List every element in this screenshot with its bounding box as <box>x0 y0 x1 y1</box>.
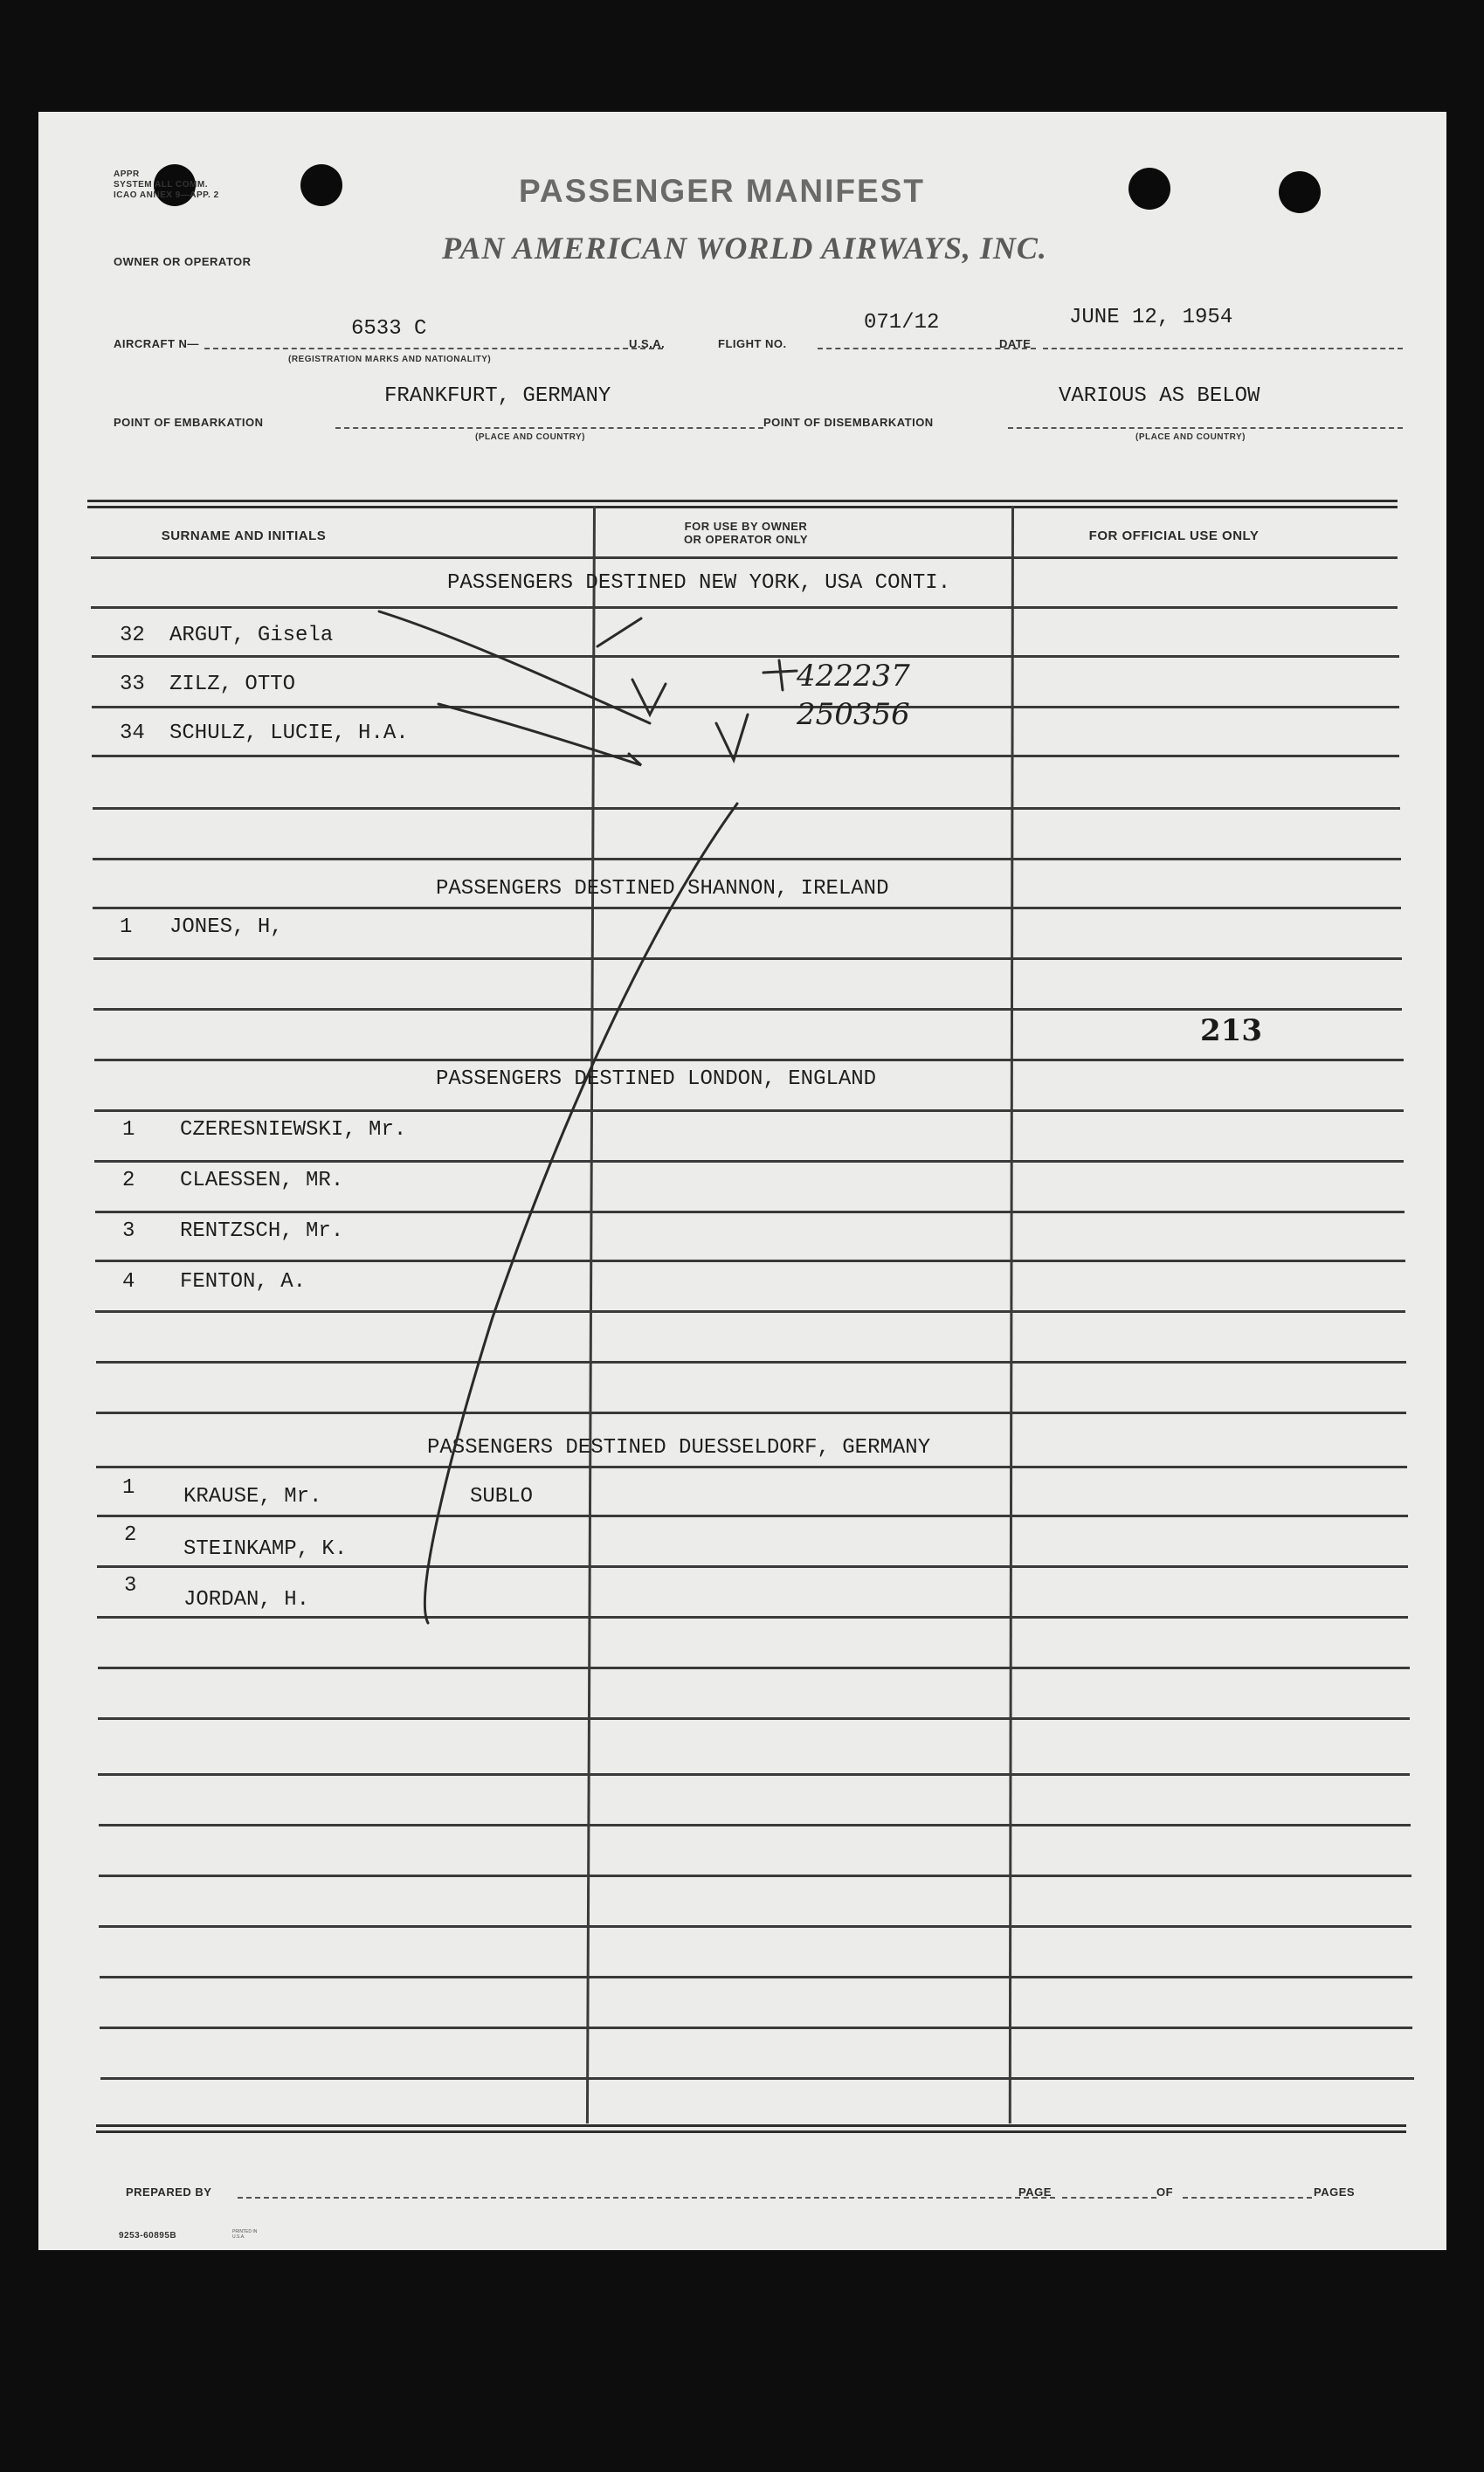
aircraft-label: AIRCRAFT N— <box>114 337 199 350</box>
check-stroke <box>379 611 650 723</box>
passenger-number: 4 <box>122 1270 135 1294</box>
passenger-name: SCHULZ, LUCIE, H.A. <box>169 722 409 745</box>
usa-label: U.S.A. <box>629 337 666 350</box>
passenger-name: KRAUSE, Mr. <box>183 1485 322 1509</box>
page-label: PAGE <box>1018 2185 1052 2199</box>
tick-mark <box>716 715 748 760</box>
column-header-official: FOR OFFICIAL USE ONLY <box>1088 528 1260 543</box>
passenger-number: 2 <box>124 1523 137 1547</box>
passenger-name: CZERESNIEWSKI, Mr. <box>180 1118 407 1142</box>
flight-label: FLIGHT NO. <box>718 337 787 350</box>
passenger-number: 3 <box>124 1574 137 1598</box>
prepared-by-label: PREPARED BY <box>126 2185 212 2199</box>
passenger-number: 34 <box>120 722 145 745</box>
check-stroke <box>438 704 641 765</box>
disembarkation-value: VARIOUS AS BELOW <box>1059 384 1260 408</box>
check-stroke <box>597 618 641 646</box>
form-title: PASSENGER MANIFEST <box>519 173 925 209</box>
date-label: DATE <box>999 337 1032 350</box>
handwritten-number-2: 250356 <box>797 697 910 732</box>
passenger-name: ZILZ, OTTO <box>169 673 296 696</box>
flight-value: 071/12 <box>864 311 940 335</box>
passenger-name: JORDAN, H. <box>183 1588 310 1612</box>
passenger-name: ARGUT, Gisela <box>169 624 334 647</box>
embarkation-label: POINT OF EMBARKATION <box>114 416 264 429</box>
section-heading: PASSENGERS DESTINED DUESSELDORF, GERMANY <box>427 1436 931 1460</box>
long-pen-stroke <box>424 804 737 1623</box>
of-label: OF <box>1156 2185 1174 2199</box>
passenger-number: 1 <box>122 1118 135 1142</box>
column-header-surname: SURNAME AND INITIALS <box>161 528 327 543</box>
approval-line-1: APPR <box>114 169 140 179</box>
printer-stamp: PRINTED IN U.S.A. <box>232 2229 258 2240</box>
passenger-name: STEINKAMP, K. <box>183 1537 348 1561</box>
passenger-number: 2 <box>122 1169 135 1192</box>
section-heading: PASSENGERS DESTINED LONDON, ENGLAND <box>436 1067 877 1091</box>
disembarkation-label: POINT OF DISEMBARKATION <box>763 416 934 429</box>
page-line <box>1062 2197 1156 2199</box>
handwritten-check-marks <box>38 112 1446 2250</box>
manifest-sheet <box>38 112 1446 2250</box>
approval-line-3: ICAO ANNEX 9—APP. 2 <box>114 190 219 200</box>
column-header-owner-1: FOR USE BY OWNER <box>684 520 808 533</box>
official-note: 213 <box>1200 1013 1262 1048</box>
cross-mark <box>763 660 797 690</box>
passenger-number: 1 <box>120 915 133 939</box>
passenger-number: 32 <box>120 624 145 647</box>
embarkation-value: FRANKFURT, GERMANY <box>384 384 611 408</box>
passenger-name: JONES, H, <box>169 915 283 939</box>
passenger-name: RENTZSCH, Mr. <box>180 1219 344 1243</box>
date-value: JUNE 12, 1954 <box>1069 306 1233 329</box>
passenger-number: 1 <box>122 1476 135 1500</box>
passenger-name: CLAESSEN, MR. <box>180 1169 344 1192</box>
embarkation-caption: (PLACE AND COUNTRY) <box>475 432 585 442</box>
of-line <box>1183 2197 1312 2199</box>
disembarkation-caption: (PLACE AND COUNTRY) <box>1135 432 1246 442</box>
airline-name: PAN AMERICAN WORLD AIRWAYS, INC. <box>442 231 1047 266</box>
prepared-by-line <box>238 2197 1055 2199</box>
aircraft-value: 6533 C <box>351 317 427 341</box>
registration-caption: (REGISTRATION MARKS AND NATIONALITY) <box>288 355 492 364</box>
form-number: 9253-60895B <box>119 2231 177 2241</box>
passenger-name: FENTON, A. <box>180 1270 307 1294</box>
owner-label: OWNER OR OPERATOR <box>114 255 252 268</box>
passenger-number: 3 <box>122 1219 135 1243</box>
column-header-owner-2: OR OPERATOR ONLY <box>683 533 809 546</box>
section-heading: PASSENGERS DESTINED NEW YORK, USA CONTI. <box>447 571 951 595</box>
section-heading: PASSENGERS DESTINED SHANNON, IRELAND <box>436 877 889 901</box>
pages-label: PAGES <box>1314 2185 1356 2199</box>
handwritten-number-1: 422237 <box>797 659 910 694</box>
check-stroke <box>632 680 666 715</box>
passenger-number: 33 <box>120 673 145 696</box>
approval-line-2: SYSTEM ALL COMM. <box>114 180 208 190</box>
owner-note: SUBLO <box>470 1485 534 1509</box>
